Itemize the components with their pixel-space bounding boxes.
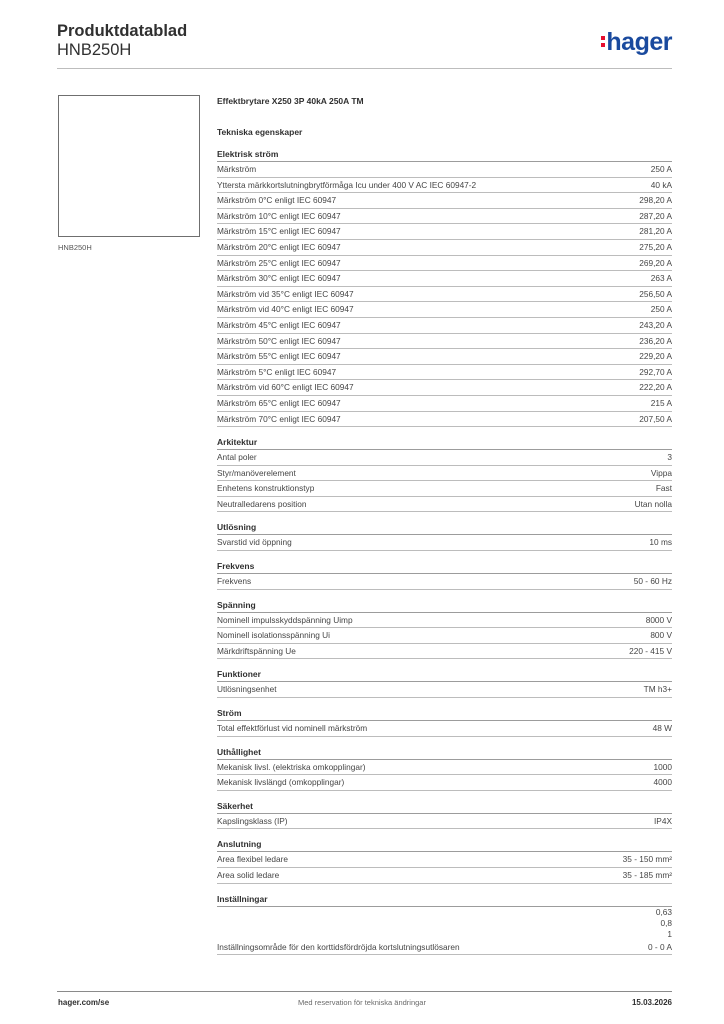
spec-row: [217, 868, 672, 884]
spec-label: Enhetens konstruktionstyp: [217, 483, 315, 494]
spec-label: Frekvens: [217, 576, 252, 587]
spec-value: 236,20 A: [639, 335, 672, 346]
spec-value: 8000 V: [645, 614, 672, 625]
logo-dots-icon: [601, 36, 605, 50]
spec-row: [217, 481, 672, 497]
spec-value: 256,50 A: [639, 288, 672, 299]
spec-row: [217, 628, 672, 644]
spec-group-title: Uthållighet: [217, 746, 672, 760]
product-image-placeholder: [58, 95, 200, 237]
spec-group: [217, 893, 672, 956]
spec-label: Märkström 45°C enligt IEC 60947: [217, 319, 341, 330]
spec-value: 207,50 A: [639, 413, 672, 424]
spec-group: [217, 521, 672, 551]
hager-logo: [601, 28, 672, 57]
spec-group-title: Funktioner: [217, 668, 672, 682]
spec-group-title: Anslutning: [217, 838, 672, 852]
spec-value: 3: [667, 452, 672, 463]
spec-label: Svarstid vid öppning: [217, 537, 292, 548]
footer-divider: [57, 991, 672, 992]
spec-row: [217, 193, 672, 209]
spec-value-row: [217, 907, 672, 918]
spec-label: Total effektförlust vid nominell märkström: [217, 723, 368, 734]
spec-row: [217, 318, 672, 334]
spec-groups: [217, 148, 672, 955]
spec-value: 269,20 A: [639, 257, 672, 268]
spec-value: 4000: [653, 777, 672, 788]
spec-value: 263 A: [650, 273, 672, 284]
footer-note: Med reservation för tekniska ändringar: [298, 998, 426, 1007]
spec-value: 215 A: [650, 397, 672, 408]
spec-value: 35 - 150 mm²: [622, 854, 672, 865]
spec-group-title: Arkitektur: [217, 436, 672, 450]
spec-value: Fast: [655, 483, 672, 494]
spec-row: [217, 940, 672, 956]
spec-group: [217, 668, 672, 698]
page-header: [57, 20, 672, 68]
spec-group: [217, 800, 672, 830]
footer-date: 15.03.2026: [631, 998, 672, 1007]
spec-group-title: Säkerhet: [217, 800, 672, 814]
spec-label: Märkström 20°C enligt IEC 60947: [217, 241, 341, 252]
spec-label: Märkström 10°C enligt IEC 60947: [217, 210, 341, 221]
spec-value: 40 kA: [650, 179, 672, 190]
spec-row: [217, 682, 672, 698]
spec-row: [217, 209, 672, 225]
spec-label: Märkström: [217, 164, 257, 174]
spec-value: 1000: [653, 761, 672, 772]
spec-label: Area flexibel ledare: [217, 854, 289, 865]
spec-label: Mekanisk livslängd (omkopplingar): [217, 777, 345, 788]
spec-label: Märkström vid 40°C enligt IEC 60947: [217, 304, 354, 315]
spec-row: [217, 396, 672, 412]
spec-value: 220 - 415 V: [629, 645, 672, 656]
spec-row: [217, 240, 672, 256]
spec-label: Kapslingsklass (IP): [217, 815, 288, 826]
spec-row: [217, 814, 672, 830]
spec-value: 287,20 A: [639, 210, 672, 221]
spec-label: Neutralledarens position: [217, 498, 307, 509]
spec-group: [217, 599, 672, 660]
spec-group: [217, 560, 672, 590]
spec-row: [217, 224, 672, 240]
spec-content: [217, 95, 672, 955]
spec-value: 50 - 60 Hz: [633, 576, 672, 587]
spec-value: 48 W: [652, 723, 672, 734]
product-code: HNB250H: [57, 41, 132, 59]
spec-value: 275,20 A: [639, 241, 672, 252]
spec-row: [217, 535, 672, 551]
spec-group-title: Utlösning: [217, 521, 672, 535]
spec-value: 800 V: [650, 630, 672, 641]
spec-label: Antal poler: [217, 452, 257, 463]
spec-row: [217, 613, 672, 629]
spec-row: [217, 775, 672, 791]
spec-label: Märkström 65°C enligt IEC 60947: [217, 397, 341, 408]
spec-label: Märkström 70°C enligt IEC 60947: [217, 413, 341, 424]
spec-label: Märkström 15°C enligt IEC 60947: [217, 226, 341, 237]
spec-label: Yttersta märkkortslutningbrytförmåga Icu under 400 V AC IEC 60947-2: [217, 179, 477, 190]
spec-value: IP4X: [654, 815, 672, 826]
spec-row: [217, 412, 672, 428]
spec-value: 222,20 A: [639, 382, 672, 393]
footer-website: hager.com/se: [58, 998, 110, 1007]
section-heading: Tekniska egenskaper: [217, 127, 303, 137]
spec-label: Inställningsområde för den korttidsfördröjda kortslutningsutlösaren: [217, 941, 460, 952]
spec-row: [217, 450, 672, 466]
spec-value: 229,20 A: [639, 351, 672, 362]
spec-value: 243,20 A: [639, 319, 672, 330]
spec-value: 0,63: [655, 906, 672, 917]
spec-value: Vippa: [650, 467, 672, 478]
spec-value-row: [217, 929, 672, 940]
spec-row: [217, 162, 672, 178]
spec-row: [217, 644, 672, 660]
spec-label: Nominell impulsskyddspänning Uimp: [217, 614, 353, 625]
spec-row: [217, 178, 672, 194]
spec-value: 250 A: [650, 164, 672, 174]
spec-row: [217, 349, 672, 365]
spec-value: 281,20 A: [639, 226, 672, 237]
spec-value: TM h3+: [643, 684, 672, 695]
spec-row: [217, 380, 672, 396]
spec-group-title: Inställningar: [217, 893, 672, 907]
spec-row: [217, 271, 672, 287]
product-image-caption: HNB250H: [58, 243, 92, 252]
spec-value: 0 - 0 A: [648, 941, 672, 952]
spec-value: 35 - 185 mm²: [622, 870, 672, 880]
spec-value: 292,70 A: [639, 366, 672, 377]
spec-row: [217, 466, 672, 482]
spec-label: Märkström 0°C enligt IEC 60947: [217, 195, 337, 206]
spec-row: [217, 302, 672, 318]
spec-row: [217, 365, 672, 381]
spec-label: Mekanisk livsl. (elektriska omkopplingar): [217, 761, 366, 772]
spec-label: Märkström vid 35°C enligt IEC 60947: [217, 288, 354, 299]
spec-group: [217, 436, 672, 512]
spec-value: 10 ms: [649, 537, 672, 548]
spec-row: [217, 721, 672, 737]
spec-group: [217, 838, 672, 883]
spec-label: Märkdriftspänning Ue: [217, 645, 296, 656]
spec-row: [217, 760, 672, 776]
spec-label: Märkström 25°C enligt IEC 60947: [217, 257, 341, 268]
spec-value-row: [217, 918, 672, 929]
spec-label: Nominell isolationsspänning Ui: [217, 630, 330, 641]
spec-value: Utan nolla: [634, 498, 672, 509]
spec-label: Styr/manöverelement: [217, 467, 296, 478]
spec-row: [217, 852, 672, 868]
spec-group: [217, 707, 672, 737]
spec-label: Märkström vid 60°C enligt IEC 60947: [217, 382, 354, 393]
spec-label: Area solid ledare: [217, 870, 280, 880]
spec-value: 0,8: [660, 917, 672, 928]
spec-group-title: Frekvens: [217, 560, 672, 574]
header-divider: [57, 68, 672, 69]
spec-group-title: Elektrisk ström: [217, 148, 672, 162]
spec-row: [217, 574, 672, 590]
logo-text: hager: [606, 28, 672, 56]
spec-value: 298,20 A: [639, 195, 672, 206]
spec-group-title: Spänning: [217, 599, 672, 613]
spec-group-title: Ström: [217, 707, 672, 721]
spec-label: Märkström 55°C enligt IEC 60947: [217, 351, 341, 362]
spec-label: Märkström 50°C enligt IEC 60947: [217, 335, 341, 346]
spec-row: [217, 256, 672, 272]
spec-label: Utlösningsenhet: [217, 684, 277, 695]
spec-row: [217, 497, 672, 513]
spec-value: 1: [667, 928, 672, 939]
document-title: Produktdatablad: [57, 22, 188, 40]
spec-group: [217, 746, 672, 791]
spec-row: [217, 334, 672, 350]
spec-row: [217, 287, 672, 303]
product-title: Effektbrytare X250 3P 40kA 250A TM: [217, 96, 364, 106]
spec-value: 250 A: [650, 304, 672, 315]
spec-label: Märkström 5°C enligt IEC 60947: [217, 366, 337, 377]
spec-label: Märkström 30°C enligt IEC 60947: [217, 273, 341, 284]
spec-group: [217, 148, 672, 427]
